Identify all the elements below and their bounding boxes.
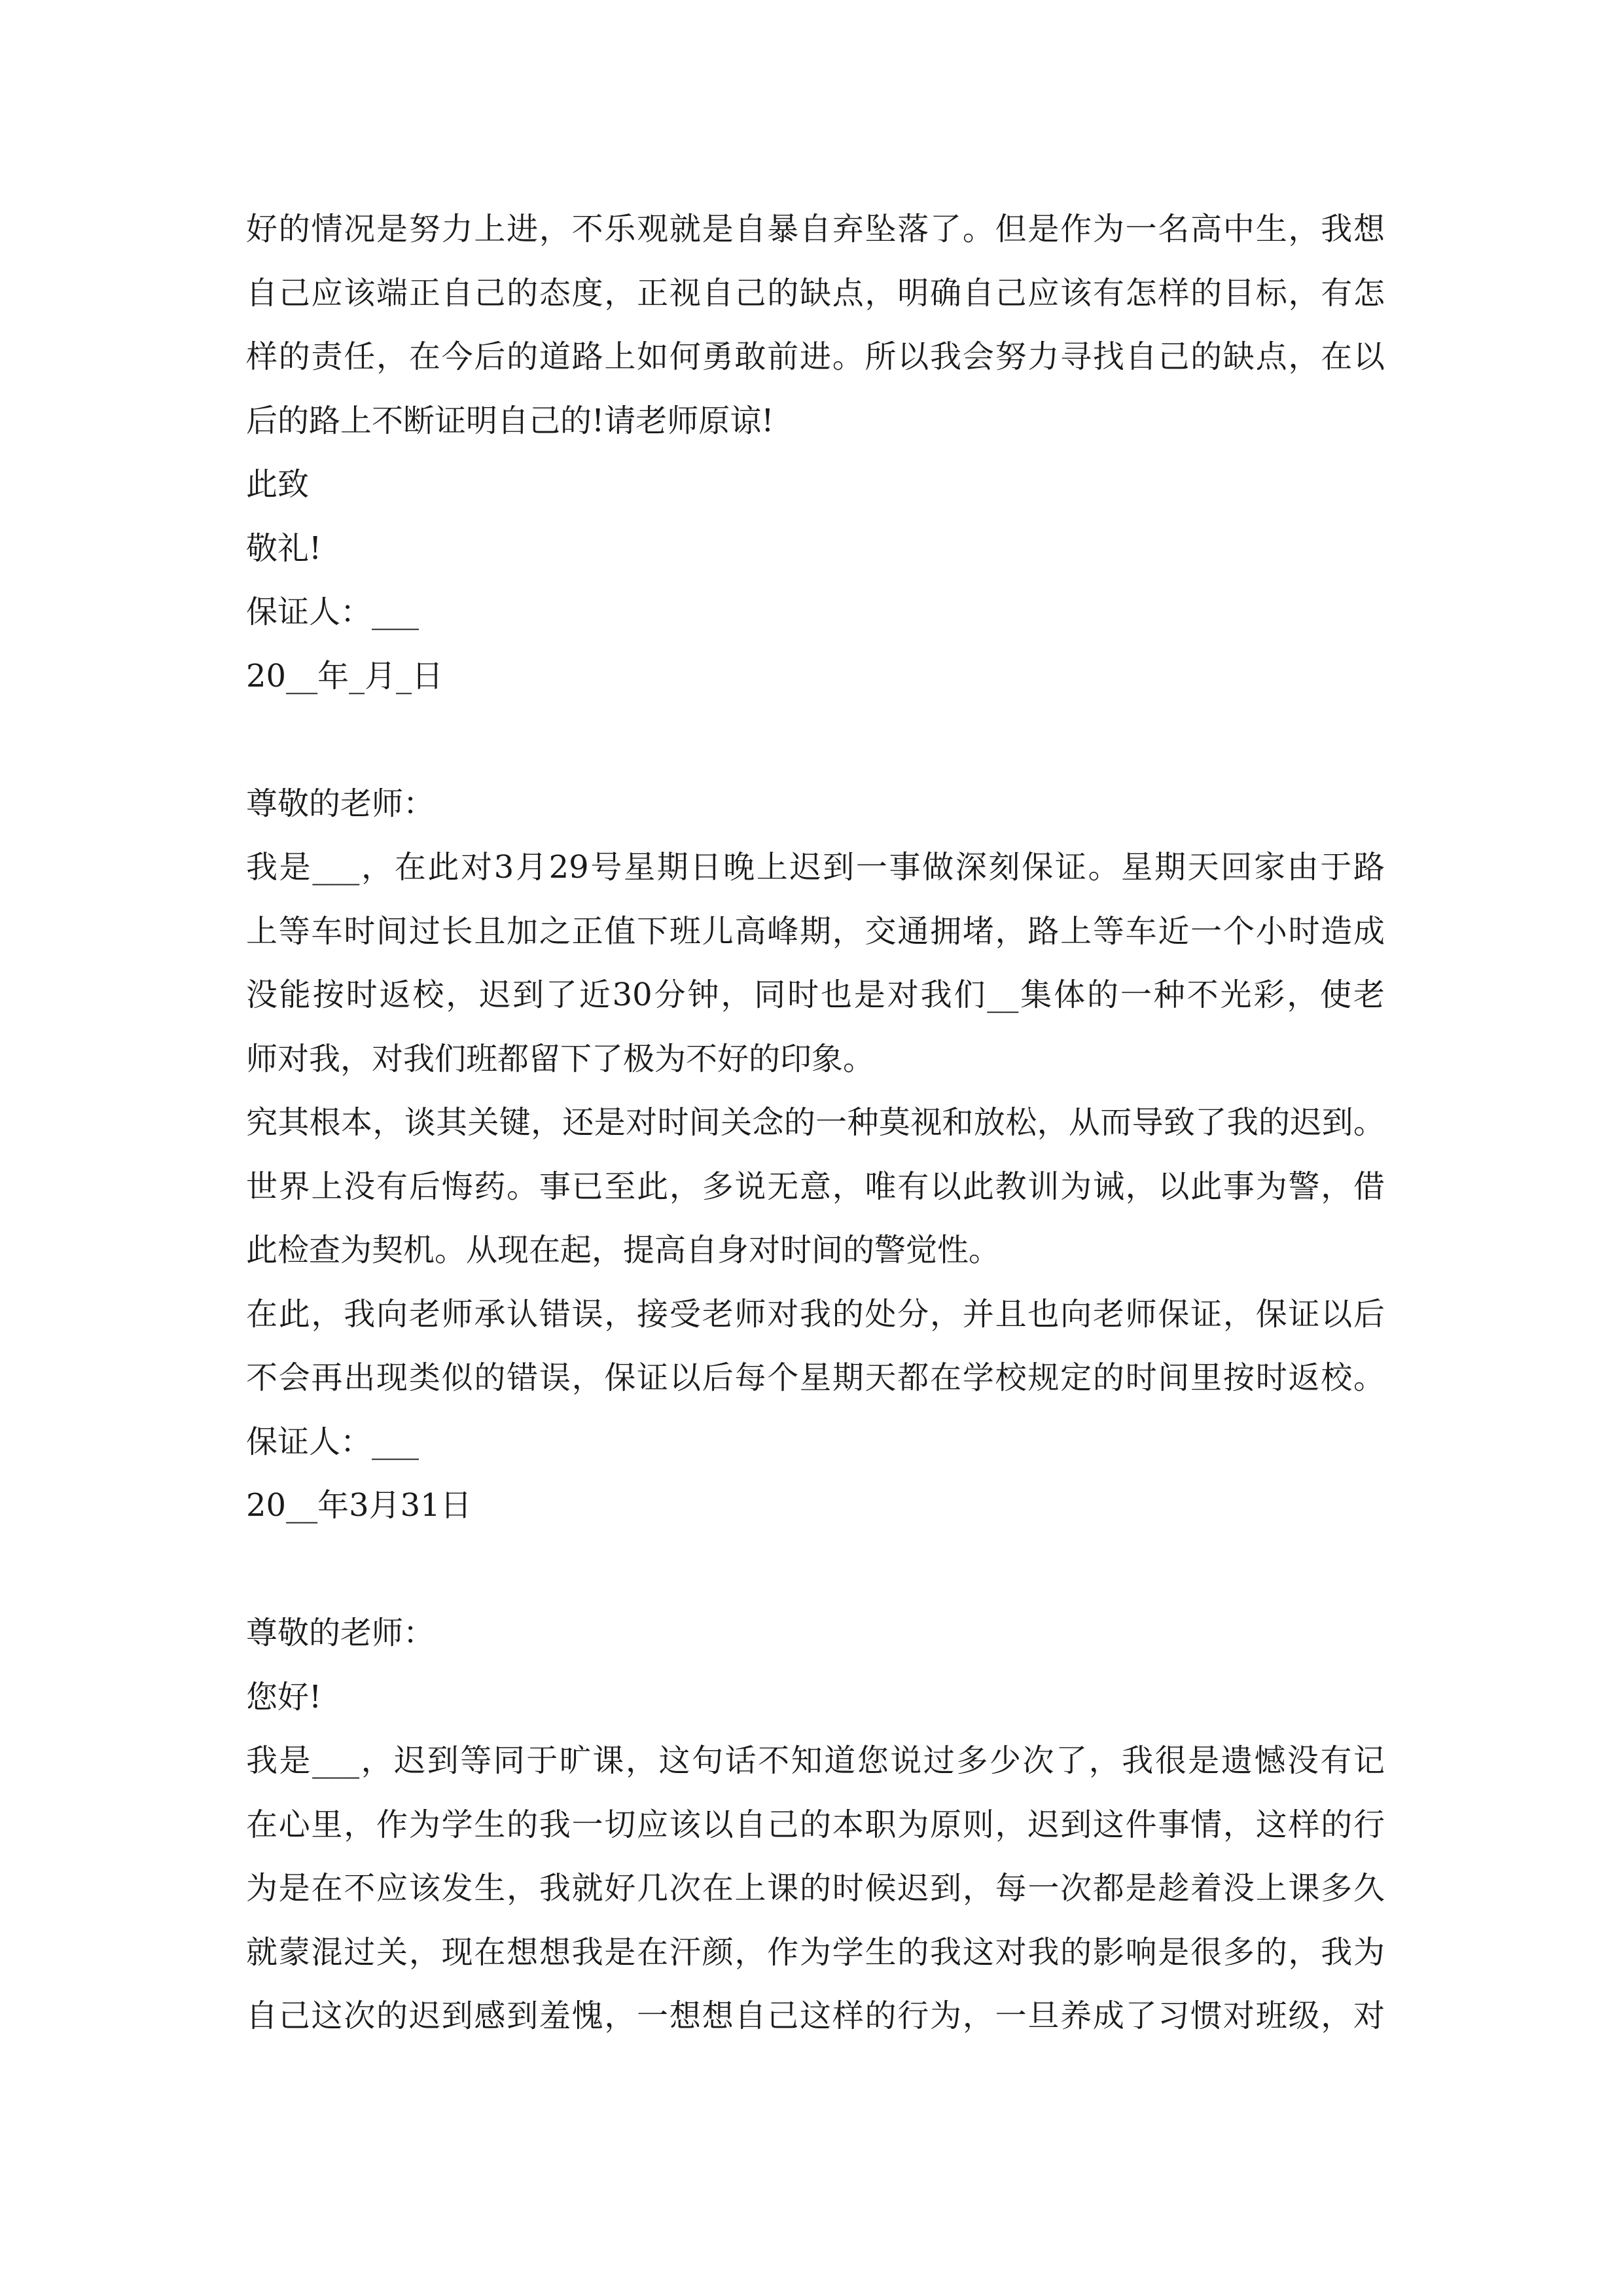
paragraph-line: 究其根本，谈其关键，还是对时间关念的一种莫视和放松，从而导致了我的迟到。	[246, 1104, 1385, 1141]
paragraph-line: 我是___，在此对3月29号星期日晚上迟到一事做深刻保证。星期天回家由于路	[246, 849, 1385, 886]
paragraph-line: 上等车时间过长且加之正值下班儿高峰期，交通拥堵，路上等车近一个小时造成	[246, 912, 1385, 950]
document-body	[246, 198, 1385, 2049]
paragraph-line: 师对我，对我们班都留下了极为不好的印象。	[246, 1040, 875, 1077]
paragraph-line: 在心里，作为学生的我一切应该以自己的本职为原则，迟到这件事情，这样的行	[246, 1806, 1385, 1843]
salutation: 尊敬的老师：	[246, 785, 435, 822]
paragraph-line: 为是在不应该发生，我就好几次在上课的时候迟到，每一次都是趁着没上课多久	[246, 1870, 1385, 1907]
greeting: 您好!	[246, 1678, 322, 1715]
section-gap	[246, 708, 1385, 772]
paragraph-line: 不会再出现类似的错误，保证以后每个星期天都在学校规定的时间里按时返校。	[246, 1359, 1385, 1396]
paragraph-line: 在此，我向老师承认错误，接受老师对我的处分，并且也向老师保证，保证以后	[246, 1295, 1385, 1333]
section-gap	[246, 1538, 1385, 1602]
paragraph-line: 我是___，迟到等同于旷课，这句话不知道您说过多少次了，我很是遗憾没有记	[246, 1742, 1385, 1779]
closing-salute: 敬礼!	[246, 529, 322, 567]
paragraph-line: 就蒙混过关，现在想想我是在汗颜，作为学生的我这对我的影响是很多的，我为	[246, 1933, 1385, 1971]
signature-line: 保证人：___	[246, 1423, 419, 1460]
paragraph-line: 后的路上不断证明自己的!请老师原谅!	[246, 402, 774, 439]
paragraph-line: 好的情况是努力上进，不乐观就是自暴自弃坠落了。但是作为一名高中生，我想	[246, 211, 1385, 247]
date-line: 20__年_月_日	[246, 657, 444, 694]
paragraph-line: 世界上没有后悔药。事已至此，多说无意，唯有以此教训为诫，以此事为警，借	[246, 1168, 1385, 1205]
closing-line: 此致	[246, 466, 310, 503]
paragraph-line: 此检查为契机。从现在起，提高自身对时间的警觉性。	[246, 1232, 1001, 1268]
paragraph-line: 没能按时返校，迟到了近30分钟，同时也是对我们__集体的一种不光彩，使老	[246, 977, 1385, 1013]
signature-line: 保证人：___	[246, 594, 419, 630]
date-line: 20__年3月31日	[246, 1487, 472, 1524]
paragraph-line: 自己这次的迟到感到羞愧，一想想自己这样的行为，一旦养成了习惯对班级，对	[246, 1998, 1385, 2034]
paragraph-line: 自己应该端正自己的态度，正视自己的缺点，明确自己应该有怎样的目标，有怎	[246, 274, 1385, 312]
paragraph-line: 样的责任，在今后的道路上如何勇敢前进。所以我会努力寻找自己的缺点，在以	[246, 338, 1385, 375]
salutation: 尊敬的老师：	[246, 1615, 435, 1651]
